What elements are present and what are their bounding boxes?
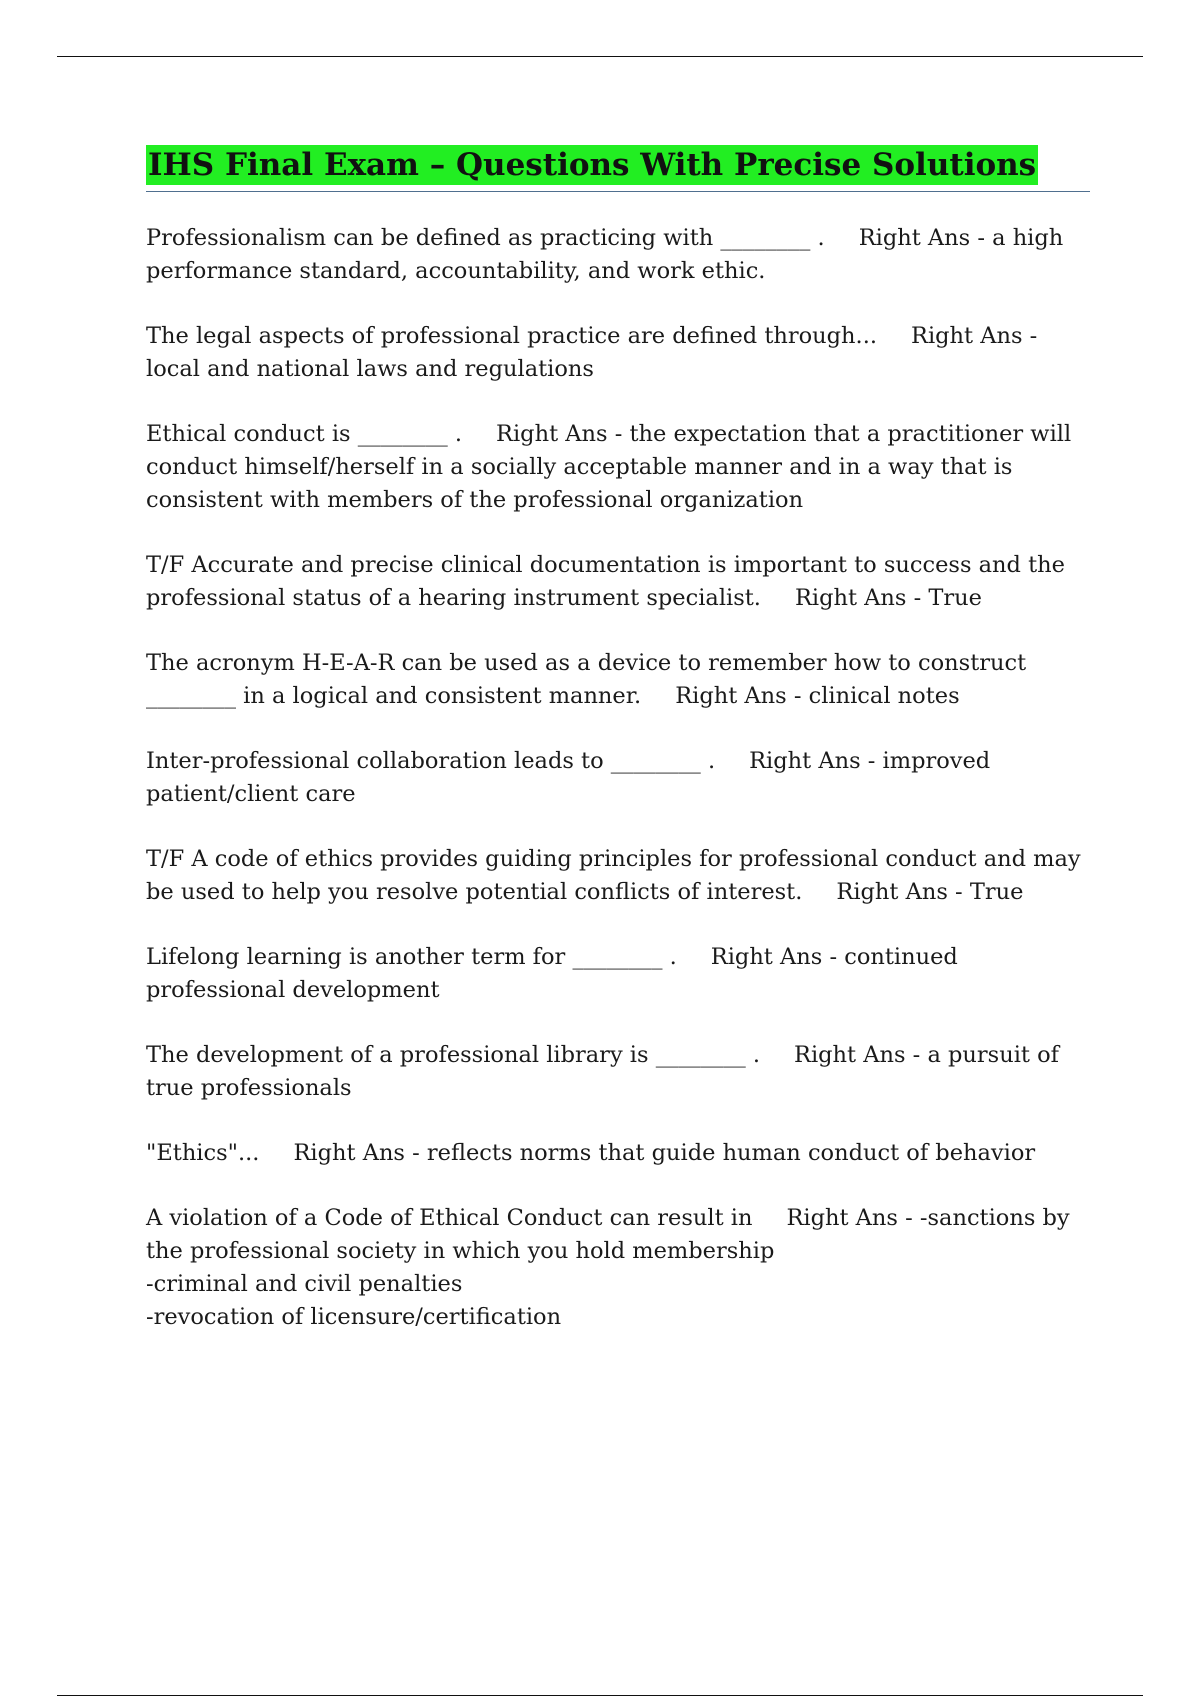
answer-text: improved patient/client care	[146, 748, 991, 807]
answer-prefix: Right Ans -	[710, 944, 838, 970]
answer-text: True	[928, 585, 982, 611]
answer-text: local and national laws and regulations	[146, 356, 594, 382]
question-text: Inter-professional collaboration leads to ________ .	[146, 748, 716, 774]
qa-item-7	[146, 843, 1090, 909]
answer-text: continued professional development	[146, 944, 958, 1003]
question-text: Lifelong learning is another term for ________ .	[146, 944, 677, 970]
page-title: IHS Final Exam – Questions With Precise Solutions	[148, 147, 1037, 183]
answer-prefix: Right Ans -	[293, 1140, 420, 1166]
question-text: Professionalism can be defined as practicing with ________ .	[146, 225, 825, 251]
page-top-rule	[57, 56, 1143, 57]
qa-item-10	[146, 1137, 1090, 1170]
question-text: The acronym H-E-A-R can be used as a device to remember how to construct ________ in a logical and consistent manner.	[146, 650, 1027, 709]
answer-text: reflects norms that guide human conduct of behavior	[426, 1140, 1036, 1166]
question-text: T/F A code of ethics provides guiding principles for professional conduct and may be used to help you resolve potential conflicts of interest.	[146, 846, 1081, 905]
answer-prefix: Right Ans -	[496, 421, 623, 447]
answer-prefix: Right Ans -	[675, 683, 802, 709]
qa-item-1	[146, 222, 1090, 288]
question-text: The legal aspects of professional practice are defined through...	[146, 323, 878, 349]
qa-item-4	[146, 549, 1090, 615]
answer-prefix: Right Ans -	[794, 1042, 921, 1068]
qa-item-11	[146, 1202, 1090, 1334]
answer-text: True	[969, 879, 1024, 905]
question-text: A violation of a Code of Ethical Conduct can result in	[146, 1205, 753, 1231]
answer-prefix: Right Ans -	[794, 585, 922, 611]
answer-text: the expectation that a practitioner will conduct himself/herself in a socially acceptable manner and in a way that is consistent with members of the professional organization	[146, 421, 1072, 513]
question-text: T/F Accurate and precise clinical documentation is important to success and the professional status of a hearing instrument specialist.	[146, 552, 1065, 611]
answer-prefix: Right Ans -	[786, 1205, 913, 1231]
answer-text: a pursuit of true professionals	[146, 1042, 1059, 1101]
document-body	[146, 145, 1090, 1366]
question-text: "Ethics"...	[146, 1140, 260, 1166]
answer-extra-line: -revocation of licensure/certification	[146, 1304, 562, 1330]
question-text: Ethical conduct is ________ .	[146, 421, 463, 447]
qa-item-3	[146, 418, 1090, 517]
answer-prefix: Right Ans -	[749, 748, 876, 774]
answer-prefix: Right Ans -	[836, 879, 963, 905]
answer-prefix: Right Ans -	[911, 323, 1038, 349]
title-block	[146, 145, 1090, 192]
answer-text: a high performance standard, accountability, and work ethic.	[146, 225, 1064, 284]
question-text: The development of a professional library is ________ .	[146, 1042, 761, 1068]
qa-item-9	[146, 1039, 1090, 1105]
answer-text: clinical notes	[808, 683, 960, 709]
qa-item-8	[146, 941, 1090, 1007]
page-bottom-rule	[57, 1695, 1143, 1696]
qa-item-2	[146, 320, 1090, 386]
answer-text: -sanctions by the professional society in which you hold membership	[146, 1205, 1070, 1264]
qa-item-6	[146, 745, 1090, 811]
qa-item-5	[146, 647, 1090, 713]
answer-prefix: Right Ans -	[858, 225, 985, 251]
answer-extra-line: -criminal and civil penalties	[146, 1271, 463, 1297]
